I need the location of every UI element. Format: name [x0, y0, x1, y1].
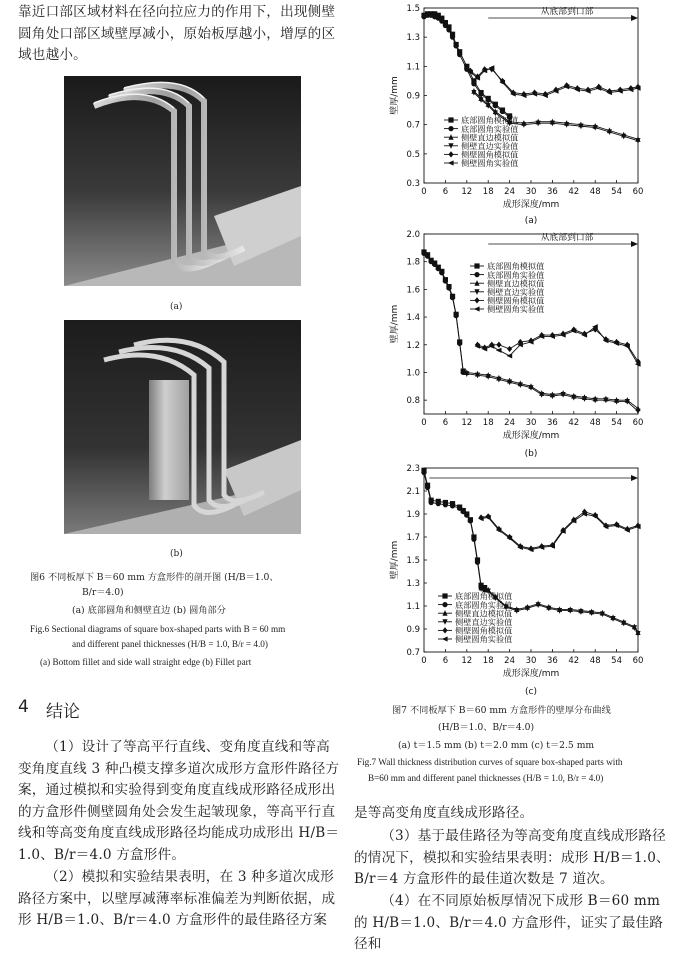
x-tick-label: 24	[504, 656, 516, 666]
section-number: 4	[18, 697, 29, 717]
series-diamond	[478, 509, 640, 552]
legend-entry: 底部圆角模拟值	[487, 261, 545, 272]
y-tick-label: 1.9	[406, 510, 420, 520]
y-tick-label: 1.6	[406, 285, 420, 296]
x-tick-label: 42	[568, 656, 580, 666]
legend-entry: 底部圆角实验值	[487, 269, 545, 280]
legend-entry: 侧壁直边实验值	[461, 141, 519, 151]
x-tick-label: 60	[632, 418, 644, 428]
series-line	[424, 473, 485, 590]
fig6-caption-en-2: and different panel thicknesses (H/B = 1.0, B/r = 4.0)	[72, 639, 268, 649]
legend-marker	[474, 306, 480, 311]
series-square	[421, 11, 512, 118]
x-tick-label: 18	[482, 418, 494, 428]
y-tick-label: 0.8	[406, 396, 420, 407]
legend-entry: 侧壁圆角实验值	[461, 158, 519, 169]
legend-entry: 底部圆角实验值	[455, 599, 513, 610]
legend-marker	[442, 636, 448, 641]
y-axis-label: 壁厚/mm	[390, 304, 400, 344]
y-axis-label: 壁厚/mm	[390, 76, 400, 115]
y-tick-label: 2.1	[406, 487, 420, 497]
x-tick-label: 12	[461, 418, 473, 428]
x-axis-label: 成形深度/mm	[502, 200, 560, 210]
legend-entry: 侧壁圆角模拟值	[461, 149, 519, 160]
x-tick-label: 54	[611, 418, 623, 428]
legend-marker	[448, 117, 453, 122]
legend-marker	[442, 593, 447, 598]
x-tick-label: 6	[442, 418, 449, 428]
y-tick-label: 0.9	[406, 91, 420, 102]
y-axis-label: 壁厚/mm	[390, 540, 400, 580]
photo-sectional-fillet	[64, 320, 301, 534]
intro-paragraph: 靠近口部区域材料在径向拉应力的作用下，出现侧壁圆角处口部区域壁厚减小，原始板厚越小，增厚的区域也越小。	[18, 4, 336, 63]
x-tick-label: 48	[589, 418, 601, 428]
legend-entry: 底部圆角模拟值	[455, 591, 513, 602]
series-up	[464, 369, 640, 411]
series-square	[421, 249, 465, 373]
data-point	[429, 500, 434, 505]
legend-marker	[474, 297, 479, 303]
x-tick-label: 36	[546, 187, 558, 197]
x-tick-label: 42	[568, 418, 580, 428]
x-tick-label: 60	[632, 187, 644, 197]
legend-marker	[448, 160, 454, 165]
x-tick-label: 36	[546, 418, 558, 428]
series-line	[481, 512, 638, 549]
data-point	[436, 266, 441, 271]
data-point	[450, 503, 455, 508]
legend-entry: 侧壁直边模拟值	[461, 132, 519, 143]
data-point	[436, 501, 441, 506]
legend-marker	[474, 263, 479, 268]
x-tick-label: 12	[461, 656, 473, 666]
x-tick-label: 24	[504, 187, 516, 197]
x-tick-label: 0	[421, 656, 427, 666]
data-point	[507, 353, 513, 358]
x-axis-label: 成形深度/mm	[502, 431, 560, 441]
fig7-caption-en-1: Fig.7 Wall thickness distribution curves of square box-shaped parts with	[357, 757, 623, 767]
x-axis-label: 成形深度/mm	[502, 669, 560, 679]
x-tick-label: 24	[504, 418, 516, 428]
y-tick-label: 2.0	[406, 230, 420, 240]
data-point	[475, 560, 480, 565]
legend-entry: 侧壁直边实验值	[455, 617, 513, 627]
fig6-caption-cn-3: (a) 底部圆角和侧壁直边 (b) 圆角部分	[72, 605, 226, 616]
fig7-caption-cn-1: 图7 不同板厚下 B＝60 mm 方盒形件的壁厚分布曲线	[392, 705, 611, 716]
data-point	[457, 52, 462, 57]
photo-sectional-bottom-fillet	[64, 76, 301, 286]
legend-marker	[448, 151, 453, 157]
series-line	[481, 514, 638, 550]
legend-entry: 侧壁圆角实验值	[487, 304, 545, 315]
data-point	[425, 254, 430, 259]
conclusion-2: （2）模拟和实验结果表明，在 3 种多道次成形路径方案中，以壁厚减薄率标准偏差为判断依据，成形 H/B＝1.0、B/r＝4.0 方盒形件的最佳路径方案	[18, 869, 336, 928]
x-tick-label: 54	[611, 187, 623, 197]
data-point	[635, 409, 640, 415]
plot-frame	[424, 8, 638, 183]
x-tick-label: 6	[442, 656, 449, 666]
data-point	[450, 295, 455, 300]
x-tick-label: 30	[525, 418, 537, 428]
x-tick-label: 42	[568, 187, 580, 197]
y-tick-label: 0.9	[406, 625, 420, 635]
x-tick-label: 30	[525, 187, 537, 197]
series-line	[478, 330, 639, 362]
conclusion-3: （3）基于最佳路径为等高变角度直线成形路径的情况下，模拟和实验结果表明：成形 H/B＝1.0、B/r＝4 方盒形件的最佳道次数是 7 道次。	[354, 828, 670, 887]
x-tick-label: 30	[525, 656, 537, 666]
y-tick-label: 0.3	[406, 179, 420, 189]
data-point	[471, 537, 476, 542]
fig6-sub-label-b: (b)	[170, 549, 183, 559]
fig6-caption-en-3: (a) Bottom fillet and side wall straight edge (b) Fillet part	[40, 657, 252, 667]
data-point	[421, 470, 426, 475]
data-point	[425, 485, 430, 490]
data-point	[493, 103, 498, 108]
direction-arrow-head	[631, 475, 638, 481]
legend-entry: 侧壁圆角模拟值	[455, 625, 513, 636]
chart-sub-label: (a)	[524, 216, 538, 225]
x-tick-label: 18	[482, 187, 494, 197]
data-point	[439, 270, 444, 275]
y-tick-label: 0.5	[406, 149, 420, 160]
data-point	[439, 19, 444, 24]
x-tick-label: 18	[482, 656, 494, 666]
x-tick-label: 36	[546, 656, 558, 666]
y-tick-label: 0.7	[406, 120, 420, 131]
y-tick-label: 1.5	[406, 4, 420, 14]
legend-entry: 侧壁直边实验值	[487, 287, 545, 297]
fig7-caption-cn-2: (H/B＝1.0、B/r＝4.0)	[438, 722, 535, 733]
y-tick-label: 1.3	[406, 33, 420, 44]
x-tick-label: 48	[589, 656, 601, 666]
y-tick-label: 1.0	[406, 368, 420, 379]
legend-marker	[442, 602, 447, 607]
chart-wall-thickness-t20	[372, 226, 662, 458]
legend-entry: 侧壁直边模拟值	[487, 278, 545, 289]
legend-entry: 侧壁圆角模拟值	[487, 295, 545, 306]
y-tick-label: 1.1	[406, 602, 420, 612]
conclusion-4: （4）在不同原始板厚情况下成形 B＝60 mm 的 H/B＝1.0、B/r＝4.0 方盒形件，证实了最佳路径和	[354, 893, 664, 952]
data-point	[446, 285, 451, 290]
x-tick-label: 0	[421, 418, 427, 428]
x-tick-label: 6	[442, 187, 449, 197]
x-tick-label: 0	[421, 187, 427, 197]
data-point	[446, 27, 451, 32]
series-line	[424, 470, 485, 587]
legend-marker	[442, 627, 447, 633]
fig6-caption-en-1: Fig.6 Sectional diagrams of square box-shaped parts with B = 60 mm	[30, 624, 286, 634]
chart-sub-label: (c)	[525, 687, 537, 696]
y-tick-label: 1.4	[406, 313, 420, 324]
data-point	[496, 342, 501, 348]
y-tick-label: 1.2	[406, 340, 420, 351]
section-title: 结论	[46, 702, 80, 722]
data-point	[507, 346, 512, 352]
data-point	[443, 23, 448, 28]
fig7-caption-sub: (a) t＝1.5 mm (b) t＝2.0 mm (c) t＝2.5 mm	[398, 740, 595, 751]
data-point	[500, 109, 505, 114]
data-point	[464, 513, 469, 518]
chart-wall-thickness-t15	[372, 0, 662, 225]
x-tick-label: 12	[461, 187, 473, 197]
x-tick-label: 54	[611, 656, 623, 666]
y-tick-label: 1.8	[406, 257, 420, 268]
direction-annotation: 从底部到口部	[540, 233, 594, 243]
legend-entry: 底部圆角实验值	[461, 123, 519, 134]
x-tick-label: 48	[589, 187, 601, 197]
data-point	[432, 262, 437, 267]
data-point	[454, 43, 459, 48]
fig6-sub-label-a: (a)	[170, 302, 183, 312]
data-point	[454, 313, 459, 318]
series-left	[467, 65, 640, 98]
x-tick-label: 60	[632, 656, 644, 666]
legend-entry: 侧壁圆角实验值	[455, 634, 513, 645]
series-square	[421, 468, 487, 591]
y-tick-label: 1.3	[406, 579, 420, 589]
y-tick-label: 1.7	[406, 533, 420, 543]
conclusion-2-continued: 是等高变角度直线成形路径。	[354, 805, 534, 821]
y-tick-label: 2.3	[406, 464, 420, 474]
conclusion-1: （1）设计了等高平行直线、变角度直线和等高变角度直线 3 种凸模支撑多道次成形方盒形件路径方案，通过模拟和实验得到变角度直线成形路径成形出的方盒形件侧壁圆角处会发生起皱现象，等高平行直线和等高变角度直线成形路径均能成功成形出 H/B＝1.0、B/r＝4.0 方盒形件。	[18, 739, 340, 863]
data-point	[468, 518, 473, 523]
legend-entry: 底部圆角模拟值	[461, 115, 519, 126]
direction-annotation: 从底部到口部	[540, 7, 594, 17]
chart-wall-thickness-t25	[372, 460, 662, 696]
data-point	[443, 278, 448, 283]
fig6-caption-cn-2: B/r＝4.0)	[82, 587, 124, 598]
y-tick-label: 0.7	[406, 648, 420, 658]
series-circle	[421, 470, 487, 593]
y-tick-label: 1.1	[406, 62, 420, 73]
data-point	[443, 502, 448, 507]
direction-arrow-head	[631, 15, 638, 21]
y-tick-label: 1.5	[406, 556, 420, 566]
data-point	[457, 341, 462, 346]
series-diamond	[475, 326, 641, 364]
fig6-caption-cn-1: 图6 不同板厚下 B＝60 mm 方盒形件的剖开图 (H/B＝1.0、	[30, 572, 279, 583]
fig7-caption-en-2: B=60 mm and different panel thicknesses (H/B = 1.0, B/r = 4.0)	[368, 773, 604, 783]
legend-entry: 侧壁直边模拟值	[455, 608, 513, 619]
data-point	[471, 81, 476, 86]
direction-arrow-head	[631, 241, 638, 247]
chart-sub-label: (b)	[524, 449, 538, 458]
legend-marker	[474, 272, 479, 277]
data-point	[450, 35, 455, 40]
legend-marker	[448, 126, 453, 131]
